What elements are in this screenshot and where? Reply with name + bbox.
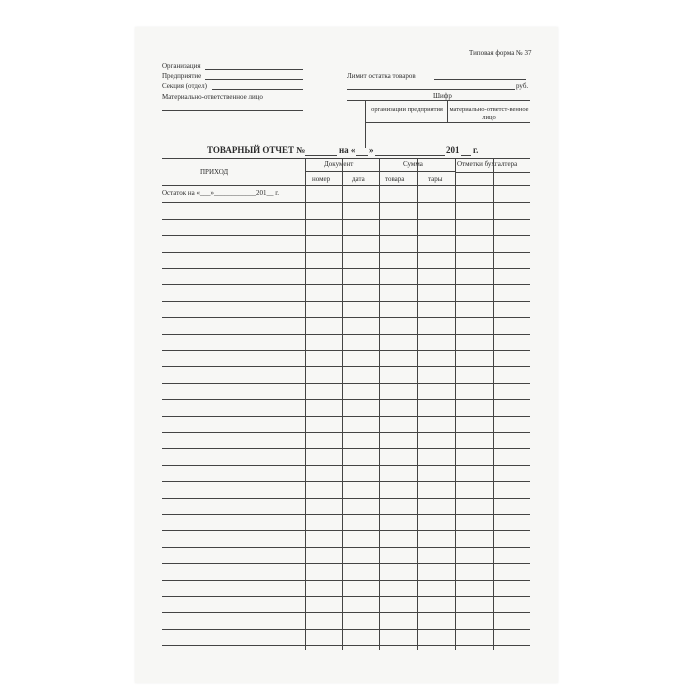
table-row-line-19	[162, 498, 530, 499]
stock-limit-label: Лимит остатка товаров	[347, 72, 416, 80]
form-number: Типовая форма № 37	[469, 49, 532, 57]
rub-label: руб.	[516, 82, 529, 90]
table-top-border	[162, 158, 530, 159]
table-row-line-11	[162, 366, 530, 367]
table-row-line-20	[162, 514, 530, 515]
table-column-line-5	[455, 158, 456, 650]
table-row-line-8	[162, 317, 530, 318]
sub-number: номер	[312, 175, 331, 183]
table-row-line-25	[162, 596, 530, 597]
cipher-bottom-line	[365, 122, 530, 123]
date-prefix: на «	[339, 145, 356, 155]
responsible-label: Материально-ответственное лицо	[162, 93, 263, 101]
table-column-line-2	[342, 158, 343, 650]
table-header-bottom-border	[162, 185, 530, 186]
table-row-line-18	[162, 481, 530, 482]
table-row-line-21	[162, 530, 530, 531]
date-quote-close: »	[369, 145, 374, 155]
form-sheet	[135, 27, 558, 683]
stock-limit-field-1[interactable]	[434, 79, 526, 80]
report-number-field[interactable]	[305, 155, 337, 156]
table-row-line-7	[162, 301, 530, 302]
date-year-field[interactable]	[461, 155, 471, 156]
table-row-line-4	[162, 252, 530, 253]
table-column-line-6	[493, 158, 494, 650]
table-row-line-17	[162, 465, 530, 466]
table-column-line-4	[417, 158, 418, 650]
col-accountant: Отметки бухгалтера	[457, 160, 518, 168]
enterprise-field[interactable]	[205, 79, 303, 80]
table-row-line-14	[162, 416, 530, 417]
table-row-line-26	[162, 612, 530, 613]
table-row-line-2	[162, 219, 530, 220]
organization-label: Организация	[162, 62, 201, 70]
enterprise-label: Предприятие	[162, 72, 202, 80]
table-row-line-15	[162, 432, 530, 433]
table-row-line-9	[162, 334, 530, 335]
table-row-line-24	[162, 580, 530, 581]
table-row-line-1	[162, 202, 530, 203]
table-row-line-5	[162, 268, 530, 269]
stock-limit-field-2[interactable]	[347, 89, 515, 90]
organization-field[interactable]	[205, 69, 303, 70]
date-day-field[interactable]	[356, 155, 368, 156]
table-row-line-27	[162, 629, 530, 630]
section-field[interactable]	[212, 89, 303, 90]
table-row-line-22	[162, 547, 530, 548]
cipher-org-label: организации предприятия	[371, 106, 443, 113]
table-row-line-10	[162, 350, 530, 351]
table-column-line-3	[379, 158, 380, 650]
date-year-suffix: г.	[473, 145, 479, 155]
table-row-line-23	[162, 563, 530, 564]
date-year: 201	[446, 145, 460, 155]
col-document: Документ	[324, 160, 354, 168]
cipher-label: Шифр	[433, 92, 452, 100]
table-column-line-1	[305, 158, 306, 650]
table-row-line-12	[162, 383, 530, 384]
table-row-line-16	[162, 448, 530, 449]
sub-tare: тары	[428, 175, 443, 183]
date-month-field[interactable]	[375, 155, 445, 156]
section-label: Секция (отдел)	[162, 82, 207, 90]
report-title: ТОВАРНЫЙ ОТЧЕТ №	[207, 145, 306, 155]
responsible-field[interactable]	[162, 110, 303, 111]
table-subheader-line-left	[305, 171, 455, 172]
balance-row-label: Остаток на «___»____________201__ г.	[162, 189, 280, 197]
sub-date: дата	[352, 175, 365, 183]
cipher-divider	[447, 100, 448, 122]
cipher-left-border	[365, 100, 366, 148]
table-row-line-6	[162, 284, 530, 285]
table-row-line-13	[162, 399, 530, 400]
table-row-line-28	[162, 645, 530, 646]
cipher-person-label: материально-ответст-венное лицо	[449, 106, 529, 121]
table-row-line-3	[162, 235, 530, 236]
col-income: ПРИХОД	[200, 168, 229, 176]
sub-goods: товара	[385, 175, 405, 183]
col-sum: Сумма	[403, 160, 423, 168]
cipher-top-line	[347, 100, 530, 101]
